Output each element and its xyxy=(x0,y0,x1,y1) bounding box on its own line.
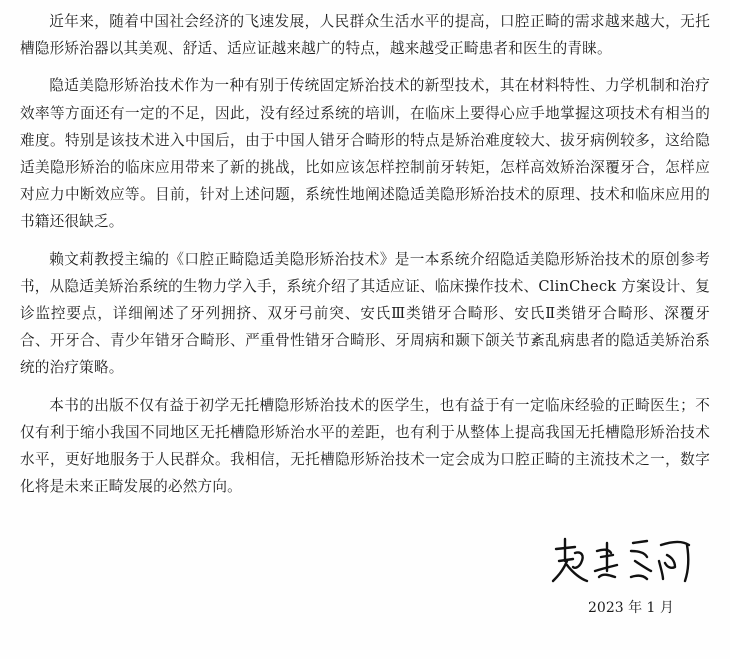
paragraph-4: 本书的出版不仅有益于初学无托槽隐形矫治技术的医学生，也有益于有一定临床经验的正畸医生；不仅有利于缩小我国不同地区无托槽隐形矫治水平的差距，也有利于从整体上提高我国无托槽隐形矫治技术水平，更好地服务于人民群众。我相信，无托槽隐形矫治技术一定会成为口腔正畸的主流技术之一，数字化将是未来正畸发展的必然方向。 xyxy=(20,396,710,496)
handwritten-signature xyxy=(551,531,701,589)
paragraph-1: 近年来，随着中国社会经济的飞速发展，人民群众生活水平的提高，口腔正畸的需求越来越大，无托槽隐形矫治器以其美观、舒适、适应证越来越广的特点，越来越受正畸患者和医生的青睐。 xyxy=(20,13,710,58)
preface-body xyxy=(20,8,710,510)
paragraph-3: 赖文莉教授主编的《口腔正畸隐适美隐形矫治技术》是一本系统介绍隐适美隐形矫治技术的原创参考书，从隐适美矫治系统的生物力学入手，系统介绍了其适应证、临床操作技术、ClinCheck 方案设计、复诊监控要点，详细阐述了牙列拥挤、双牙弓前突、安氏Ⅲ类错牙合畸形、安氏Ⅱ类错牙合畸形、深覆牙合、开牙合、青少年错牙合畸形、严重骨性错牙合畸形、牙周病和颞下颌关节紊乱病患者的隐适美矫治系统的治疗策略。 xyxy=(20,250,710,377)
paragraph-2: 隐适美隐形矫治技术作为一种有别于传统固定矫治技术的新型技术，其在材料特性、力学机制和治疗效率等方面还有一定的不足，因此，没有经过系统的培训，在临床上要得心应手地掌握这项技术有相当的难度。特别是该技术进入中国后，由于中国人错牙合畸形的特点是矫治难度较大、拔牙病例较多，这给隐适美隐形矫治的临床应用带来了新的挑战，比如应该怎样控制前牙转矩，怎样高效矫治深覆牙合，怎样应对应力中断效应等。目前，针对上述问题，系统性地阐述隐适美隐形矫治技术的原理、技术和临床应用的书籍还很缺乏。 xyxy=(20,77,710,231)
preface-date: 2023 年 1 月 xyxy=(588,600,674,616)
